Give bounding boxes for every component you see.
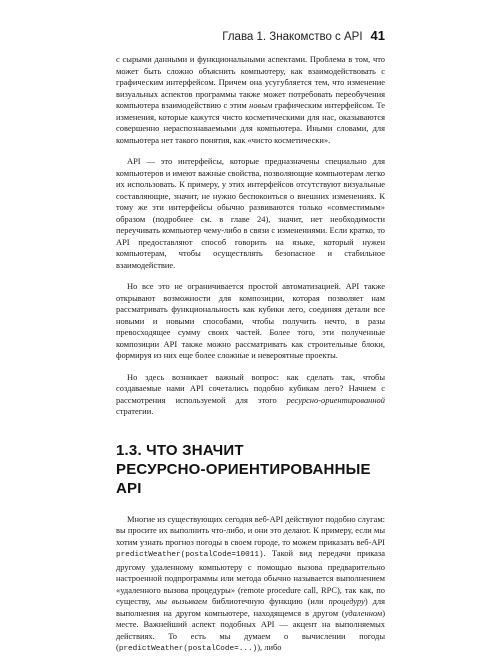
emphasis-new: новым: [249, 100, 273, 110]
body-text: [116, 54, 385, 656]
paragraph-1: с сырыми данными и функциональными аспектами. Проблема в том, что может быть сложно объяснить компьютеру, как взаимодействовать с графическим интерфейсом. Причем она усугубляется тем, что изменение визуальных аспектов программы также может потребовать переобучения компьютера взаимодействию с этим новым графическим интерфейсом. Те изменения, которые кажутся чисто косметическими для нас, оказываются совершенно нераспознаваемыми для компьютера. Иными словами, для компьютера нет такого понятия, как «чисто косметически».: [116, 54, 386, 145]
paragraph-3: Но все это не ограничивается простой автоматизацией. API также открывают возможности для композиции, которая позволяет нам рассматривать функциональность как кубики лего, соединяя детали все новыми и новыми способами, чтобы получить нечто, в разы превосходящее сумму своих частей. Более того, эти полученные композиции API также можно рассматривать как строительные блоки, формируя из них еще более сложные и невероятные проекты.: [116, 281, 385, 360]
code-predict-weather-2: predictWeather(postalCode=...): [118, 645, 258, 653]
section-heading: [116, 441, 385, 498]
section-heading-line-1: 1.3. ЧТО ЗНАЧИТ: [116, 441, 244, 459]
emphasis-we-call: мы вызываем: [155, 596, 208, 606]
page-number: 41: [370, 28, 385, 43]
paragraph-4: Но здесь возникает важный вопрос: как сделать так, чтобы создаваемые нами API сочетались подобно кубикам лего? Начнем с рассмотрения используемой для этого ресурсно-ориентированной стратегии.: [116, 371, 385, 416]
paragraph-5: Многие из существующих сегодня веб-API действуют подобно слугам: вы просите их выполнить что-либо, и они это делают. К примеру, если мы хотим узнать прогноз погоды в своем городе, то можем приказать веб-API predictWeather(postalCode=10011). Такой вид передачи приказа другому удаленному компьютеру с помощью вызова предварительно настроенной подпрограммы или метода обычно называется выполнением «удаленного вызова процедуры» (remote procedure call, RPC), так как, по существу, мы вызываем библиотечную функцию (или процедуру) для выполнения на другом компьютере, находящемся в другом (удаленном) месте. Важнейший аспект подобных API — акцент на выполняемых действиях. То есть мы думаем о вычислении погоды (predictWeather(postalCode=...)), либо: [116, 513, 385, 653]
code-predict-weather-1: predictWeather(postalCode=10011): [116, 551, 264, 559]
chapter-title: Глава 1. Знакомство с API: [222, 31, 363, 43]
emphasis-procedure: процедуру: [328, 596, 365, 606]
emphasis-resource-oriented: ресурсно-ориентированной: [286, 394, 385, 405]
running-head: [222, 28, 385, 48]
emphasis-remote: удаленном: [344, 607, 383, 618]
section-heading-line-2: РЕСУРСНО-ОРИЕНТИРОВАННЫЕ API: [116, 460, 371, 497]
paragraph-2: API — это интерфейсы, которые предназначены специально для компьютеров и имеют важные свойства, позволяющие компьютерам легко их использовать. К примеру, у этих интерфейсов отсутствуют визуальные составляющие, значит, не нужно беспокоиться о внешних изменениях. К тому же эти интерфейсы обычно развиваются только «совместимым» образом (подробнее см. в главе 24), значит, нет необходимости переучивать компьютер чему-либо в связи с изменениями. Если кратко, то API предоставляют способ говорить на языке, который нужен компьютерам, чтобы осуществлять безопасное и стабильное взаимодействие.: [116, 156, 385, 270]
